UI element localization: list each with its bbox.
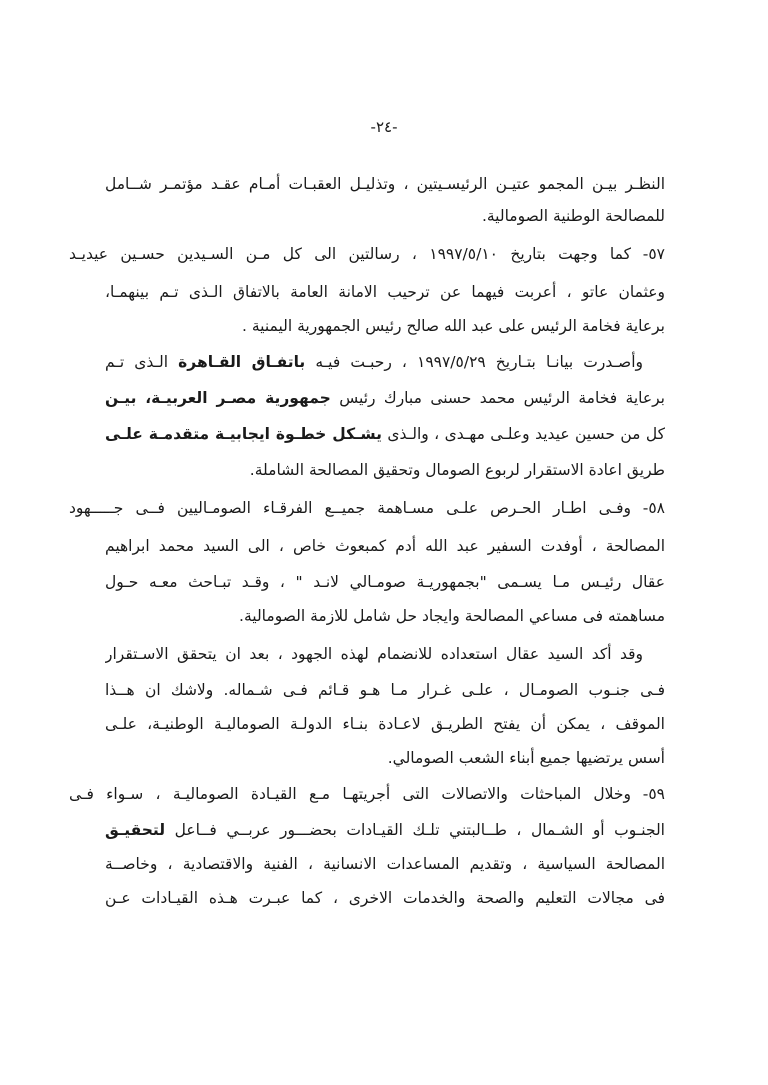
paragraph-58-first-line: [69, 496, 665, 520]
text-line: [105, 422, 665, 446]
text-segment: وأصـدرت بيانـا بتـاريخ ١٩٩٧/٥/٢٩ ، رحبـت فيـه: [305, 353, 644, 371]
bold-text: لتحقيـق: [105, 821, 166, 839]
text-segment: الجنـوب أو الشـمال ، طــالبتني تلـك القيـادات بحضـــور عربــي فــاعل: [165, 821, 665, 839]
text-segment: برعاية فخامة الرئيس محمد حسنى مبارك رئيس: [330, 389, 665, 407]
text-line: فـى جنـوب الصومـال ، علـى غـرار مـا هـو قـائم فـى شـماله. ولاشك ان هــذا: [105, 681, 665, 699]
text-line: فى مجالات التعليم والصحة والخدمات الاخرى ، كما عبـرت هـذه القيـادات عـن: [105, 889, 665, 907]
page-number: -٢٤-: [370, 118, 398, 136]
text-line: وفـى اطـار الحـرص علـى مسـاهمة جميــع الفرقـاء الصومـاليين فــى جـــــهود: [69, 499, 631, 517]
text-line: أسس يرتضيها جميع أبناء الشعب الصومالي.: [387, 749, 665, 767]
text-line: للمصالحة الوطنية الصومالية.: [481, 207, 665, 225]
text-segment: وقد أكد السيد عقال استعداده للانضمام لهذه الجهود ، بعد ان يتحقق الاسـتقرار: [105, 645, 643, 663]
bold-text: يشـكل خطـوة ايجابيـة متقدمـة علـى: [105, 425, 382, 443]
paragraph-59-first-line: [69, 782, 665, 806]
paragraph-number: ٥٧-: [642, 245, 665, 263]
text-line: عقال رئيـس مـا يسـمى "بجمهوريـة صومـالي لانـد " ، وقـد تبـاحث معـه حـول: [105, 573, 665, 591]
text-line: مساهمته فى مساعي المصالحة وايجاد حل شامل للازمة الصومالية.: [239, 607, 665, 625]
text-segment: الـذى تـم: [105, 353, 179, 371]
text-line: وعثمان عاتو ، أعربت فيهما عن ترحيب الامانة العامة بالاتفاق الـذى تـم بينهمـا،: [105, 283, 665, 301]
paragraph-number: ٥٩-: [642, 785, 665, 803]
text-line: وخلال المباحثات والاتصالات التى أجريتهـا مـع القيـادة الصوماليـة ، سـواء فـى: [69, 785, 631, 803]
paragraph-57-first-line: [69, 242, 665, 266]
text-line: المصالحة السياسية ، وتقديم المساعدات الانسانية ، الفنية والاقتصادية ، وخاصــة: [105, 855, 665, 873]
text-segment: كل من حسين عيديد وعلـى مهـدى ، والـذى: [381, 425, 665, 443]
text-line: [105, 350, 665, 374]
text-line: [105, 386, 665, 410]
text-line: [105, 818, 665, 842]
text-line: برعاية فخامة الرئيس على عبد الله صالح رئيس الجمهورية اليمنية .: [241, 317, 665, 335]
text-line: طريق اعادة الاستقرار لربوع الصومال وتحقيق المصالحة الشاملة.: [249, 461, 665, 479]
text-line: كما وجهت بتاريخ ١٩٩٧/٥/١٠ ، رسالتين الى كل مـن السـيدين حسـين عيديـد: [69, 245, 631, 263]
text-line: [105, 642, 665, 666]
text-line: النظـر بيـن المجمو عتيـن الرئيسـيتين ، وتذليـل العقبـات أمـام عقـد مؤتمـر شــامل: [105, 175, 665, 193]
text-line: المصالحة ، أوفدت السفير عبد الله أدم كمبعوث خاص ، الى السيد محمد ابراهيم: [105, 537, 665, 555]
paragraph-number: ٥٨-: [642, 499, 665, 517]
bold-text: جمهورية مصـر العربيـة، بيـن: [105, 389, 331, 407]
bold-text: باتفـاق القـاهرة: [178, 353, 306, 371]
text-line: الموقف ، يمكن أن يفتح الطريـق لاعـادة بنـاء الدولـة الصوماليـة الوطنيـة، علـى: [105, 715, 665, 733]
